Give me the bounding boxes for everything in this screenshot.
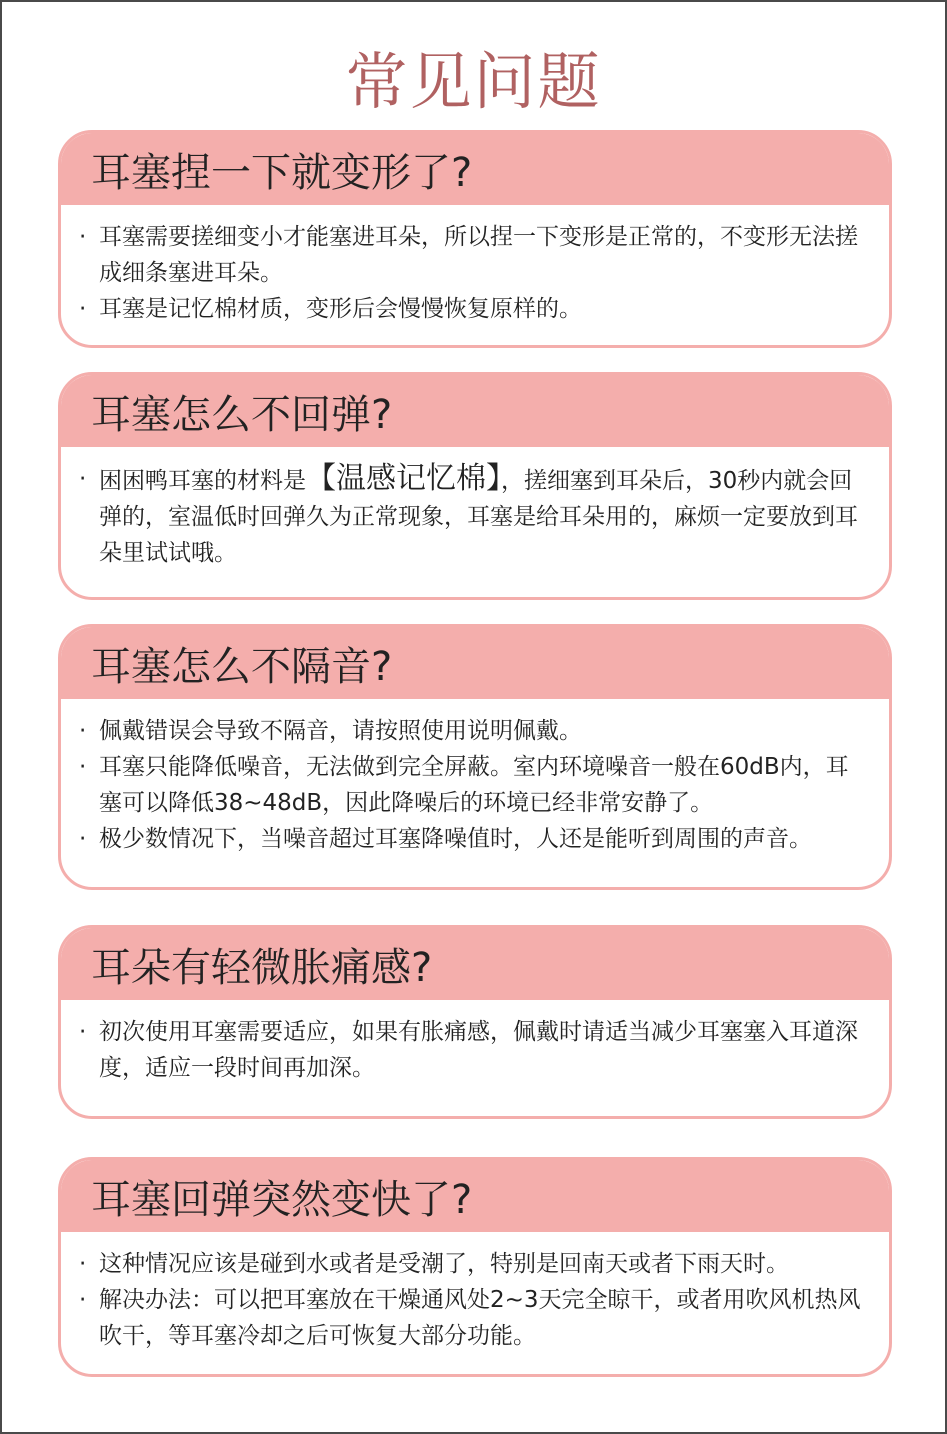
bullet-icon: · — [79, 826, 87, 852]
answer-text: 极少数情况下，当噪音超过耳塞降噪值时，人还是能听到周围的声音。 — [99, 826, 812, 852]
answer-text: 这种情况应该是碰到水或者是受潮了，特别是回南天或者下雨天时。 — [99, 1251, 789, 1277]
answer-text: 解决办法：可以把耳塞放在干燥通风处2~3天完全晾干，或者用吹风机热风吹干，等耳塞冷却之后可恢复大部分功能。 — [99, 1287, 861, 1349]
list-item — [79, 713, 869, 749]
answer-text: 耳塞只能降低噪音，无法做到完全屏蔽。室内环境噪音一般在60dB内，耳塞可以降低38~48dB，因此降噪后的环境已经非常安静了。 — [99, 754, 849, 816]
answer-text: 耳塞需要搓细变小才能塞进耳朵，所以捏一下变形是正常的，不变形无法搓成细条塞进耳朵。 — [99, 224, 858, 286]
list-item — [79, 749, 869, 821]
list-item — [79, 291, 869, 327]
faq-answer — [61, 447, 889, 571]
answer-text: 耳塞是记忆棉材质，变形后会慢慢恢复原样的。 — [99, 296, 582, 322]
faq-card — [58, 372, 892, 600]
list-item — [79, 821, 869, 857]
bullet-icon: · — [79, 466, 87, 492]
bullet-icon: · — [79, 1019, 87, 1045]
faq-answer — [61, 1000, 889, 1086]
answer-text — [99, 461, 869, 571]
answer-text: 佩戴错误会导致不隔音，请按照使用说明佩戴。 — [99, 718, 582, 744]
faq-question: 耳塞怎么不回弹? — [61, 375, 889, 447]
answer-prefix: 困困鸭耳塞的材料是 — [99, 468, 306, 494]
answer-text: 初次使用耳塞需要适应，如果有胀痛感，佩戴时请适当减少耳塞塞入耳道深度，适应一段时间再加深。 — [99, 1019, 858, 1081]
page-title: 常见问题 — [345, 45, 602, 118]
bullet-icon: · — [79, 718, 87, 744]
faq-question: 耳朵有轻微胀痛感? — [61, 928, 889, 1000]
list-item — [79, 461, 869, 571]
bullet-icon: · — [79, 1251, 87, 1277]
list-item — [79, 1282, 869, 1354]
faq-card — [58, 925, 892, 1119]
faq-card — [58, 624, 892, 890]
list-item — [79, 219, 869, 291]
list-item — [79, 1246, 869, 1282]
bullet-icon: · — [79, 754, 87, 780]
bullet-icon: · — [79, 224, 87, 250]
faq-answer — [61, 699, 889, 857]
faq-question: 耳塞怎么不隔音? — [61, 627, 889, 699]
bullet-icon: · — [79, 1287, 87, 1313]
faq-card — [58, 130, 892, 348]
faq-question: 耳塞捏一下就变形了? — [61, 133, 889, 205]
faq-answer — [61, 1232, 889, 1354]
faq-card — [58, 1157, 892, 1377]
answer-suffix: ，搓细塞到耳朵后，30秒内就会回弹的，室温低时回弹久为正常现象，耳塞是给耳朵用的，麻烦一定要放到耳朵里试试哦。 — [99, 468, 858, 566]
highlight-material: 【温感记忆棉】 — [306, 461, 501, 496]
faq-answer — [61, 205, 889, 327]
faq-question: 耳塞回弹突然变快了? — [61, 1160, 889, 1232]
list-item — [79, 1014, 869, 1086]
bullet-icon: · — [79, 296, 87, 322]
